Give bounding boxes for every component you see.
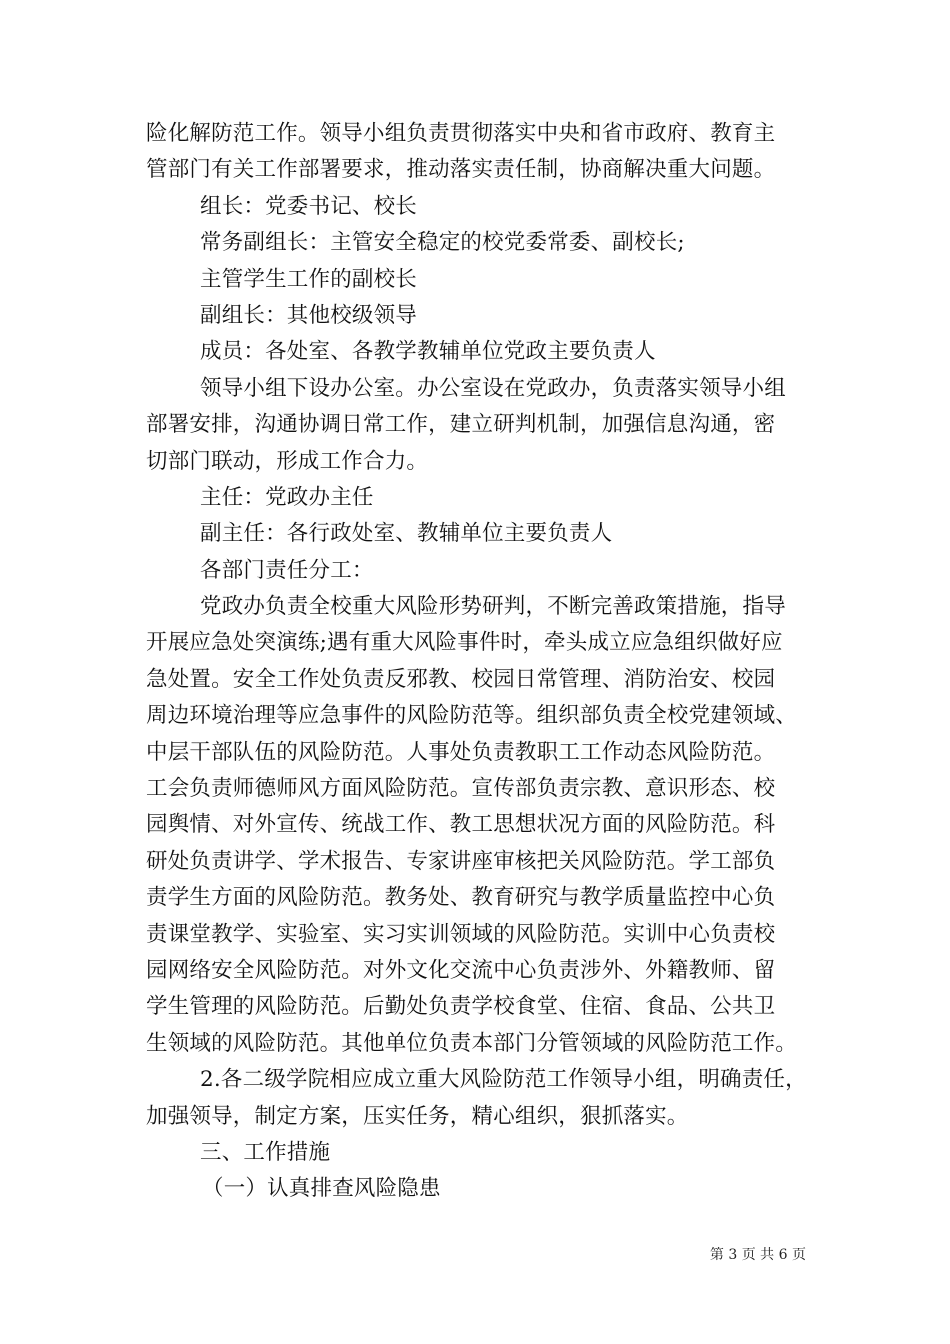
text-line: 学生管理的风险防范。后勤处负责学校食堂、住宿、食品、公共卫 bbox=[146, 994, 776, 1020]
text-line: 工会负责师德师风方面风险防范。宣传部负责宗教、意识形态、校 bbox=[146, 776, 776, 802]
text-line: 急处置。安全工作处负责反邪教、校园日常管理、消防治安、校园 bbox=[146, 666, 776, 692]
text-line: 中层干部队伍的风险防范。人事处负责教职工工作动态风险防范。 bbox=[146, 739, 776, 765]
subsection-heading: （一）认真排查风险隐患 bbox=[202, 1176, 441, 1202]
text-line: 成员：各处室、各教学教辅单位党政主要负责人 bbox=[200, 339, 656, 365]
text-line: 组长：党委书记、校长 bbox=[200, 193, 418, 219]
document-body bbox=[146, 116, 826, 1208]
text-line: 2.各二级学院相应成立重大风险防范工作领导小组，明确责任， bbox=[200, 1067, 807, 1093]
text-line: 主任：党政办主任 bbox=[200, 484, 374, 510]
text-line: 开展应急处突演练;遇有重大风险事件时，牵头成立应急组织做好应 bbox=[146, 630, 783, 656]
page-number: 第 3 页 共 6 页 bbox=[709, 1247, 806, 1263]
text-line: 园舆情、对外宣传、统战工作、教工思想状况方面的风险防范。科 bbox=[146, 812, 776, 838]
section-heading: 三、工作措施 bbox=[200, 1139, 331, 1165]
text-line: 领导小组下设办公室。办公室设在党政办，负责落实领导小组 bbox=[200, 375, 786, 401]
text-line: 主管学生工作的副校长 bbox=[200, 266, 418, 292]
text-line: 切部门联动，形成工作合力。 bbox=[146, 448, 429, 474]
text-line: 常务副组长：主管安全稳定的校党委常委、副校长; bbox=[200, 230, 685, 256]
text-line: 责课堂教学、实验室、实习实训领域的风险防范。实训中心负责校 bbox=[146, 921, 776, 947]
text-line: 副主任：各行政处室、教辅单位主要负责人 bbox=[200, 521, 613, 547]
text-line: 管部门有关工作部署要求，推动落实责任制，协商解决重大问题。 bbox=[146, 157, 776, 183]
text-line: 加强领导，制定方案，压实任务，精心组织，狠抓落实。 bbox=[146, 1103, 689, 1129]
text-line: 研处负责讲学、学术报告、专家讲座审核把关风险防范。学工部负 bbox=[146, 848, 776, 874]
text-line: 责学生方面的风险防范。教务处、教育研究与教学质量监控中心负 bbox=[146, 885, 776, 911]
text-line: 党政办负责全校重大风险形势研判，不断完善政策措施，指导 bbox=[200, 594, 786, 620]
text-line: 周边环境治理等应急事件的风险防范等。组织部负责全校党建领域、 bbox=[146, 703, 798, 729]
text-line: 生领域的风险防范。其他单位负责本部门分管领域的风险防范工作。 bbox=[146, 1030, 798, 1056]
text-line: 险化解防范工作。领导小组负责贯彻落实中央和省市政府、教育主 bbox=[146, 121, 776, 146]
text-line: 各部门责任分工： bbox=[200, 557, 374, 583]
text-line: 部署安排，沟通协调日常工作，建立研判机制，加强信息沟通，密 bbox=[146, 412, 776, 438]
text-line: 副组长：其他校级领导 bbox=[200, 302, 418, 328]
text-line: 园网络安全风险防范。对外文化交流中心负责涉外、外籍教师、留 bbox=[146, 957, 776, 983]
